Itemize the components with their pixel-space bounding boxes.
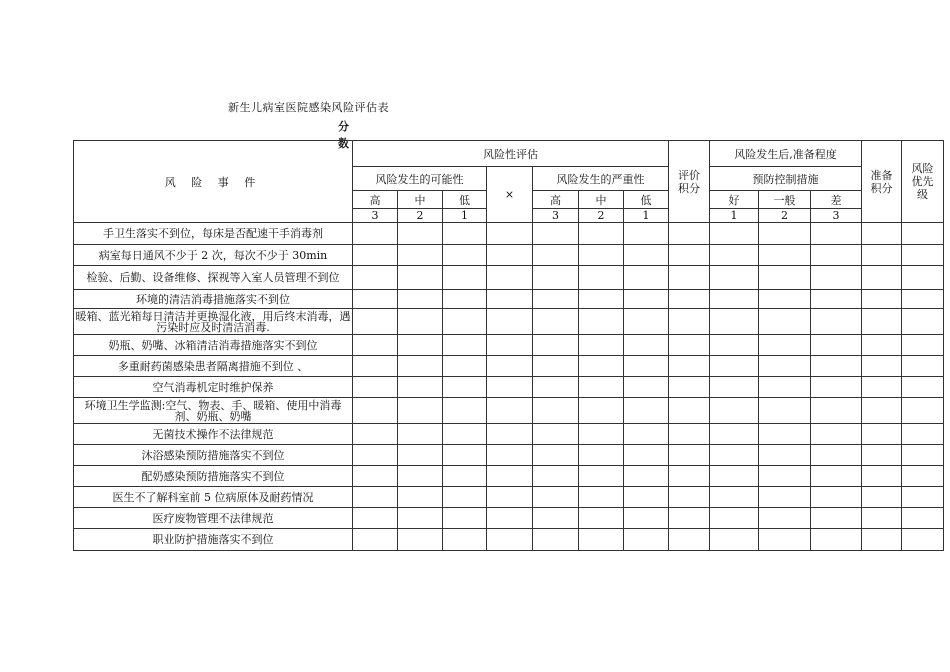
score-cell [487, 487, 533, 508]
score-cell [533, 290, 579, 309]
score-cell [710, 398, 759, 424]
score-cell [862, 424, 902, 445]
score-cell [624, 290, 669, 309]
score-cell [353, 266, 398, 290]
table-row [74, 466, 944, 487]
score-cell [443, 487, 487, 508]
score-cell [443, 290, 487, 309]
severity-level-medium: 中 [579, 191, 624, 209]
score-cell [669, 356, 710, 377]
table-row [74, 335, 944, 356]
risk-event-header: 风 险 事 件 [74, 141, 353, 223]
score-cell [443, 398, 487, 424]
score-cell [902, 223, 944, 245]
score-cell [759, 335, 811, 356]
score-cell [669, 445, 710, 466]
score-cell [902, 424, 944, 445]
score-cell [487, 445, 533, 466]
score-cell [443, 508, 487, 529]
score-cell [353, 309, 398, 335]
table-row [74, 377, 944, 398]
score-cell [353, 398, 398, 424]
score-cell [443, 424, 487, 445]
score-cell [862, 487, 902, 508]
score-cell [669, 529, 710, 551]
table-row [74, 245, 944, 266]
score-cell [811, 508, 862, 529]
score-cell [759, 529, 811, 551]
likelihood-header: 风险发生的可能性 [353, 167, 487, 191]
score-cell [487, 223, 533, 245]
score-cell [811, 466, 862, 487]
score-cell [579, 508, 624, 529]
score-cell [902, 335, 944, 356]
score-cell [398, 356, 443, 377]
score-cell [624, 398, 669, 424]
score-cell [811, 335, 862, 356]
score-cell [353, 445, 398, 466]
score-cell [811, 445, 862, 466]
prevention-score-poor: 3 [811, 209, 862, 223]
score-cell [443, 377, 487, 398]
risk-event-cell: 无菌技术操作不法律规范 [74, 424, 353, 445]
score-cell [902, 487, 944, 508]
score-cell [579, 377, 624, 398]
score-cell [669, 223, 710, 245]
score-cell [710, 445, 759, 466]
score-cell [710, 377, 759, 398]
score-cell [398, 335, 443, 356]
score-cell [579, 445, 624, 466]
score-cell [487, 466, 533, 487]
score-cell [669, 377, 710, 398]
score-cell [353, 466, 398, 487]
score-cell [759, 309, 811, 335]
score-cell [533, 309, 579, 335]
score-cell [669, 398, 710, 424]
score-cell [862, 466, 902, 487]
score-cell [487, 266, 533, 290]
likelihood-score-low: 1 [443, 209, 487, 223]
score-cell [398, 398, 443, 424]
score-cell [533, 223, 579, 245]
risk-event-cell: 手卫生落实不到位，每床是否配速干手消毒剂 [74, 223, 353, 245]
table-row [74, 266, 944, 290]
score-cell [487, 290, 533, 309]
likelihood-level-medium: 中 [398, 191, 443, 209]
score-cell [811, 266, 862, 290]
score-cell [398, 466, 443, 487]
risk-event-cell: 职业防护措施落实不到位 [74, 529, 353, 551]
score-cell [398, 223, 443, 245]
score-cell [624, 335, 669, 356]
score-cell [443, 266, 487, 290]
table-row [74, 529, 944, 551]
score-cell [862, 245, 902, 266]
score-cell [624, 424, 669, 445]
score-cell [811, 529, 862, 551]
score-cell [669, 245, 710, 266]
score-cell [533, 266, 579, 290]
score-cell [669, 309, 710, 335]
severity-score-high: 3 [533, 209, 579, 223]
table-row [74, 356, 944, 377]
severity-score-low: 1 [624, 209, 669, 223]
score-cell [443, 245, 487, 266]
document-title: 新生儿病室医院感染风险评估表 [228, 101, 389, 114]
score-cell [624, 529, 669, 551]
score-cell [902, 508, 944, 529]
score-cell [533, 356, 579, 377]
score-cell [533, 508, 579, 529]
score-cell [862, 508, 902, 529]
score-cell [710, 529, 759, 551]
score-cell [862, 223, 902, 245]
score-cell [487, 424, 533, 445]
score-cell [759, 508, 811, 529]
score-cell [710, 223, 759, 245]
score-cell [624, 377, 669, 398]
score-cell [710, 487, 759, 508]
risk-assessment-header: 风险性评估 [353, 141, 669, 167]
score-cell [398, 529, 443, 551]
risk-event-cell: 暖箱、蓝光箱每日清洁并更换湿化液，用后终末消毒，遇污染时应及时清洁消毒. [75, 309, 351, 334]
score-cell [624, 445, 669, 466]
score-cell [624, 487, 669, 508]
score-cell [811, 309, 862, 335]
table-row [74, 487, 944, 508]
score-cell [353, 424, 398, 445]
score-cell [579, 266, 624, 290]
likelihood-level-low: 低 [443, 191, 487, 209]
score-cell [353, 245, 398, 266]
priority-label: 风险优先级 [911, 162, 934, 201]
score-cell [398, 424, 443, 445]
risk-event-cell: 环境卫生学监测:空气、物表、手、暖箱、使用中消毒剂、奶瓶、奶嘴 [74, 398, 353, 424]
score-cell [862, 309, 902, 335]
score-cell [353, 223, 398, 245]
score-cell [533, 377, 579, 398]
score-cell [579, 290, 624, 309]
score-cell [669, 424, 710, 445]
score-cell [759, 445, 811, 466]
score-cell [710, 245, 759, 266]
score-cell [811, 487, 862, 508]
score-cell [902, 356, 944, 377]
score-cell [353, 508, 398, 529]
risk-event-cell: 医疗废物管理不法律规范 [74, 508, 353, 529]
score-cell [811, 223, 862, 245]
score-cell [353, 487, 398, 508]
prevention-level-average: 一般 [759, 191, 811, 209]
score-cell [579, 335, 624, 356]
score-cell [533, 487, 579, 508]
score-cell [487, 309, 533, 335]
score-cell [624, 356, 669, 377]
score-cell [710, 335, 759, 356]
score-cell [669, 487, 710, 508]
score-cell [533, 424, 579, 445]
score-cell [398, 487, 443, 508]
score-cell [443, 445, 487, 466]
score-cell [624, 466, 669, 487]
score-cell [533, 466, 579, 487]
score-cell [353, 529, 398, 551]
score-cell [902, 245, 944, 266]
table-row [74, 508, 944, 529]
score-cell [710, 508, 759, 529]
score-cell [669, 335, 710, 356]
score-cell [487, 529, 533, 551]
score-cell [443, 335, 487, 356]
score-cell [398, 290, 443, 309]
score-cell [398, 508, 443, 529]
prevention-header: 预防控制措施 [710, 167, 862, 191]
table-row [74, 424, 944, 445]
score-cell [624, 309, 669, 335]
score-cell [579, 356, 624, 377]
score-cell [759, 377, 811, 398]
score-cell [443, 309, 487, 335]
score-cell [579, 424, 624, 445]
eval-score-header [669, 141, 710, 223]
severity-score-medium: 2 [579, 209, 624, 223]
score-cell [487, 377, 533, 398]
score-cell [759, 245, 811, 266]
risk-event-cell: 多重耐药菌感染患者隔离措施不到位 、 [74, 356, 353, 377]
score-cell [487, 335, 533, 356]
table-row [74, 223, 944, 245]
score-cell [759, 398, 811, 424]
table-row [74, 398, 944, 424]
prevention-score-good: 1 [710, 209, 759, 223]
score-cell [759, 223, 811, 245]
score-cell [579, 245, 624, 266]
score-cell [579, 487, 624, 508]
risk-event-cell: 配奶感染预防措施落实不到位 [74, 466, 353, 487]
score-label: 分数 [338, 120, 349, 150]
score-cell [902, 445, 944, 466]
score-cell [353, 290, 398, 309]
score-cell [579, 309, 624, 335]
score-cell [398, 245, 443, 266]
score-cell [902, 529, 944, 551]
score-cell [398, 309, 443, 335]
score-cell [759, 356, 811, 377]
prep-score-label: 准备积分 [870, 168, 893, 195]
score-cell [443, 529, 487, 551]
score-cell [398, 445, 443, 466]
preparedness-header: 风险发生后,准备程度 [710, 141, 862, 167]
score-cell [533, 529, 579, 551]
score-cell [398, 266, 443, 290]
score-cell [579, 529, 624, 551]
score-cell [487, 398, 533, 424]
score-cell [862, 377, 902, 398]
score-cell [443, 356, 487, 377]
score-cell [487, 245, 533, 266]
score-cell [902, 398, 944, 424]
score-cell [759, 290, 811, 309]
score-cell [862, 529, 902, 551]
score-cell [443, 466, 487, 487]
risk-event-cell: 环境的清洁消毒措施落实不到位 [74, 290, 353, 309]
table-row [74, 290, 944, 309]
risk-event-cell: 空气消毒机定时维护保养 [74, 377, 353, 398]
score-cell [811, 398, 862, 424]
score-cell [579, 223, 624, 245]
score-cell [398, 377, 443, 398]
score-cell [902, 377, 944, 398]
table-row [74, 309, 944, 335]
prevention-level-poor: 差 [811, 191, 862, 209]
score-cell [624, 223, 669, 245]
risk-event-cell: 沐浴感染预防措施落实不到位 [74, 445, 353, 466]
score-cell [710, 290, 759, 309]
eval-score-label: 评价积分 [678, 168, 700, 195]
score-cell [624, 245, 669, 266]
score-cell [759, 266, 811, 290]
score-cell [353, 335, 398, 356]
score-cell [624, 266, 669, 290]
score-cell [533, 335, 579, 356]
score-cell [533, 398, 579, 424]
score-cell [353, 356, 398, 377]
score-cell [902, 290, 944, 309]
score-cell [579, 466, 624, 487]
likelihood-score-high: 3 [353, 209, 398, 223]
score-cell [862, 398, 902, 424]
severity-level-high: 高 [533, 191, 579, 209]
score-cell [862, 356, 902, 377]
score-cell [811, 424, 862, 445]
severity-level-low: 低 [624, 191, 669, 209]
risk-event-cell: 医生不了解科室前 5 位病原体及耐药情况 [74, 487, 353, 508]
score-cell [811, 245, 862, 266]
score-cell [862, 266, 902, 290]
score-cell [710, 266, 759, 290]
priority-header [902, 141, 944, 223]
score-cell [443, 223, 487, 245]
score-cell [811, 290, 862, 309]
score-cell [862, 335, 902, 356]
score-cell [710, 356, 759, 377]
risk-event-cell: 奶瓶、奶嘴、冰箱清洁消毒措施落实不到位 [74, 335, 353, 356]
score-cell [902, 266, 944, 290]
times-sign: × [487, 167, 533, 223]
prevention-score-average: 2 [759, 209, 811, 223]
likelihood-score-medium: 2 [398, 209, 443, 223]
severity-header: 风险发生的严重性 [533, 167, 669, 191]
score-cell [579, 398, 624, 424]
score-cell [710, 466, 759, 487]
risk-event-cell: 病室每日通风不少于 2 次，每次不少于 30min [74, 245, 353, 266]
score-cell [862, 290, 902, 309]
score-cell [487, 356, 533, 377]
prevention-level-good: 好 [710, 191, 759, 209]
table-row [74, 445, 944, 466]
score-cell [902, 466, 944, 487]
score-cell [710, 424, 759, 445]
score-cell [669, 266, 710, 290]
score-cell [759, 487, 811, 508]
risk-event-cell: 检验、后勤、设备维修、探视等入室人员管理不到位 [74, 266, 353, 290]
score-cell [669, 290, 710, 309]
score-cell [902, 309, 944, 335]
score-cell [624, 508, 669, 529]
score-cell [862, 445, 902, 466]
score-cell [811, 377, 862, 398]
risk-assessment-table [73, 140, 944, 551]
score-cell [669, 508, 710, 529]
prep-score-header [862, 141, 902, 223]
score-cell [533, 445, 579, 466]
score-cell [533, 245, 579, 266]
score-cell [811, 356, 862, 377]
likelihood-level-high: 高 [353, 191, 398, 209]
score-cell [487, 508, 533, 529]
score-cell [710, 309, 759, 335]
score-cell [759, 466, 811, 487]
score-cell [353, 377, 398, 398]
score-cell [759, 424, 811, 445]
score-cell [669, 466, 710, 487]
